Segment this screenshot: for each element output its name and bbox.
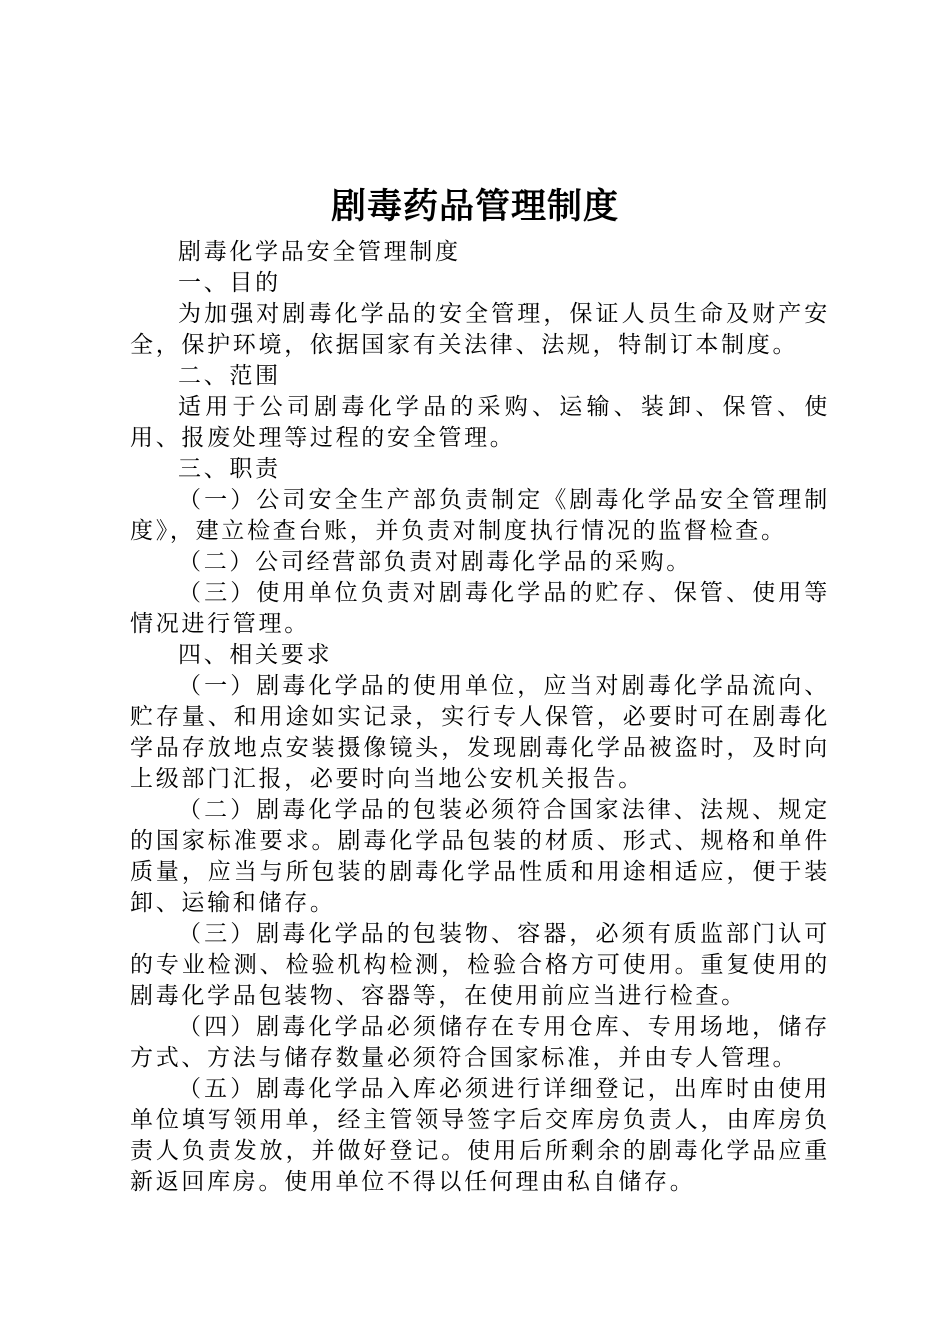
section-heading-duties: 三、职责	[178, 456, 281, 482]
paragraph-duty-2: （二）公司经营部负责对剧毒化学品的采购。	[178, 549, 692, 575]
paragraph-scope: 适用于公司剧毒化学品的采购、运输、装卸、保管、使用、报废处理等过程的安全管理。	[130, 394, 830, 451]
paragraph-duty-3: （三）使用单位负责对剧毒化学品的贮存、保管、使用等情况进行管理。	[130, 580, 830, 637]
subtitle-paragraph: 剧毒化学品安全管理制度	[178, 239, 461, 265]
paragraph-purpose: 为加强对剧毒化学品的安全管理，保证人员生命及财产安全，保护环境，依据国家有关法律、法规，特制订本制度。	[130, 301, 830, 358]
section-heading-scope: 二、范围	[178, 363, 281, 389]
paragraph-requirement-4: （四）剧毒化学品必须储存在专用仓库、专用场地，储存方式、方法与储存数量必须符合国家标准，并由专人管理。	[130, 1014, 830, 1071]
section-heading-requirements: 四、相关要求	[178, 642, 333, 668]
paragraph-requirement-2: （二）剧毒化学品的包装必须符合国家法律、法规、规定的国家标准要求。剧毒化学品包装的材质、形式、规格和单件质量，应当与所包装的剧毒化学品性质和用途相适应，便于装卸、运输和储存。	[130, 797, 830, 916]
document-body	[130, 237, 830, 1198]
paragraph-requirement-3: （三）剧毒化学品的包装物、容器，必须有质监部门认可的专业检测、检验机构检测，检验合格方可使用。重复使用的剧毒化学品包装物、容器等，在使用前应当进行检查。	[130, 921, 830, 1009]
section-heading-purpose: 一、目的	[178, 270, 281, 296]
document-title: 剧毒药品管理制度	[330, 187, 619, 227]
paragraph-duty-1: （一）公司安全生产部负责制定《剧毒化学品安全管理制度》，建立检查台账，并负责对制度执行情况的监督检查。	[130, 487, 830, 544]
paragraph-requirement-5: （五）剧毒化学品入库必须进行详细登记，出库时由使用单位填写领用单，经主管领导签字后交库房负责人，由库房负责人负责发放，并做好登记。使用后所剩余的剧毒化学品应重新返回库房。使用单位不得以任何理由私自储存。	[130, 1076, 830, 1195]
paragraph-requirement-1: （一）剧毒化学品的使用单位，应当对剧毒化学品流向、贮存量、和用途如实记录，实行专人保管，必要时可在剧毒化学品存放地点安装摄像镜头，发现剧毒化学品被盗时，及时向上级部门汇报，必要时向当地公安机关报告。	[130, 673, 830, 792]
